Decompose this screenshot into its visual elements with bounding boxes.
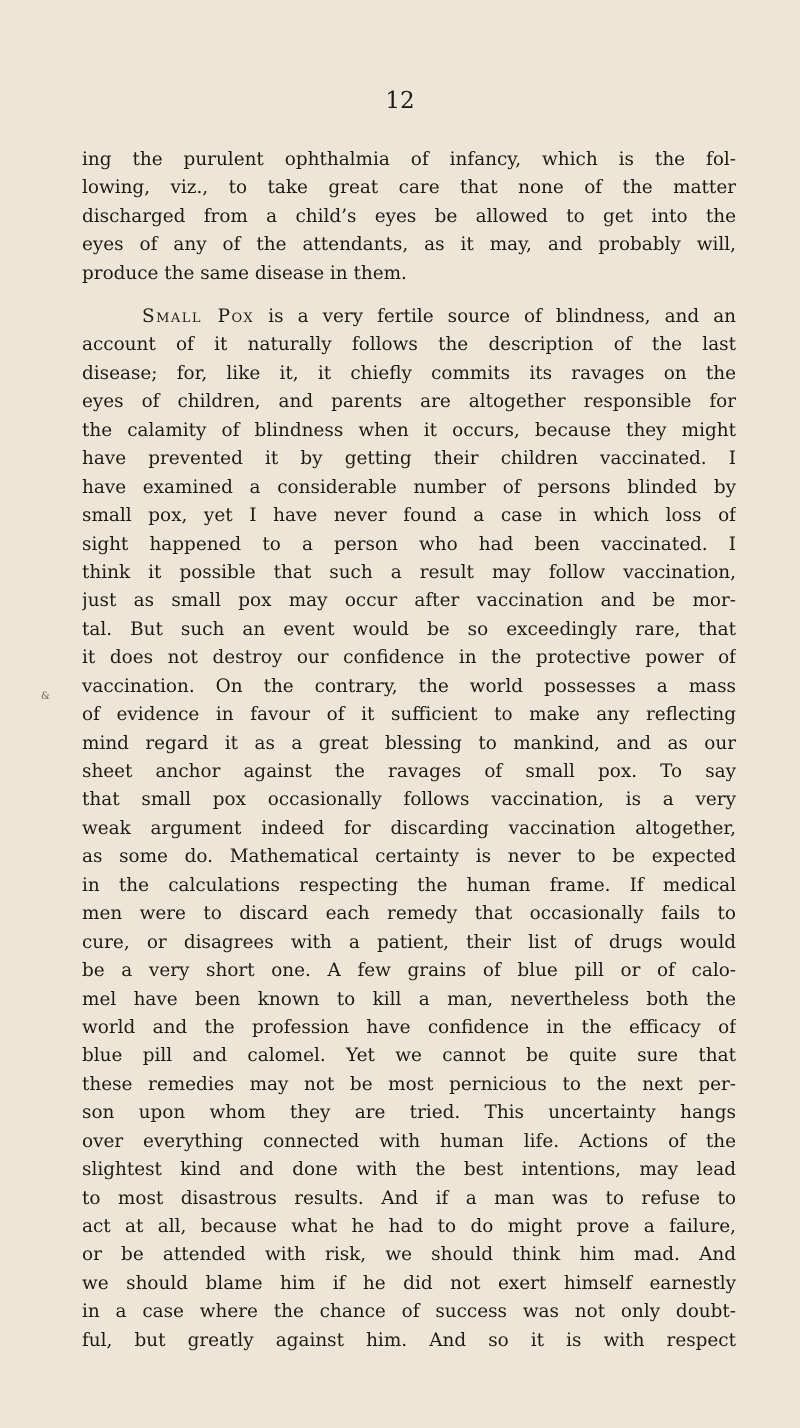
text-line: eyes of any of the attendants, as it may, and probably will,: [82, 234, 736, 256]
text-line: just as small pox may occur after vaccination and be mor-: [82, 590, 736, 612]
text-line: produce the same disease in them.: [82, 262, 407, 284]
text-line: weak argument indeed for discarding vaccination altogether,: [82, 817, 736, 839]
text-line-rest: is a very fertile source of blindness, and an: [254, 306, 736, 327]
text-line: ing the purulent ophthalmia of infancy, which is the fol-: [82, 149, 736, 170]
text-line: sight happened to a person who had been vaccinated. I: [82, 533, 736, 555]
text-line: have examined a considerable number of persons blinded by: [82, 476, 736, 498]
text-line: it does not destroy our confidence in the protective power of: [82, 647, 736, 669]
text-line: disease; for, like it, it chiefly commits its ravages on the: [82, 362, 736, 384]
text-line: in a case where the chance of success was not only doubt-: [82, 1301, 736, 1323]
text-line: or be attended with risk, we should think him mad. And: [82, 1244, 736, 1266]
text-line: sheet anchor against the ravages of small pox. To say: [82, 761, 736, 782]
text-line: world and the profession have confidence in the efficacy of: [82, 1016, 736, 1038]
text-line: ful, but greatly against him. And so it is with respect: [82, 1329, 736, 1351]
text-line: eyes of children, and parents are altogether responsible for: [82, 391, 736, 413]
stray-ink-mark: &: [41, 691, 50, 702]
text-line: men were to discard each remedy that occasionally fails to: [82, 903, 736, 925]
text-line: to most disastrous results. And if a man was to refuse to: [82, 1187, 736, 1209]
page-number: 12: [385, 88, 415, 114]
text-line: discharged from a child’s eyes be allowed to get into the: [82, 205, 736, 227]
text-line: vaccination. On the contrary, the world possesses a mass: [82, 675, 736, 697]
text-line: in the calculations respecting the human frame. If medical: [82, 874, 736, 896]
text-line: think it possible that such a result may follow vaccination,: [82, 561, 736, 583]
text-line: over everything connected with human life. Actions of the: [82, 1130, 736, 1152]
text-line: mind regard it as a great blessing to mankind, and as our: [82, 732, 736, 754]
section-lead-in: Small Pox: [142, 306, 255, 327]
text-line: we should blame him if he did not exert himself earnestly: [82, 1272, 736, 1294]
text-line: tal. But such an event would be so exceedingly rare, that: [82, 618, 736, 640]
text-line: mel have been known to kill a man, nevertheless both the: [82, 988, 736, 1010]
paragraph-ophthalmia-conclusion: [82, 146, 736, 288]
text-line: have prevented it by getting their children vaccinated. I: [82, 448, 736, 470]
text-line-first: [82, 303, 736, 331]
text-line: son upon whom they are tried. This uncertainty hangs: [82, 1102, 736, 1124]
text-line: blue pill and calomel. Yet we cannot be quite sure that: [82, 1045, 736, 1067]
text-line: that small pox occasionally follows vaccination, is a very: [82, 789, 736, 811]
text-line: slightest kind and done with the best intentions, may lead: [82, 1159, 736, 1181]
text-line: these remedies may not be most pernicious to the next per-: [82, 1073, 736, 1095]
text-line: be a very short one. A few grains of blue pill or of calo-: [82, 960, 736, 982]
text-line: account of it naturally follows the description of the last: [82, 334, 736, 356]
text-line: small pox, yet I have never found a case in which loss of: [82, 505, 736, 527]
paragraph-small-pox: [82, 303, 736, 1355]
text-line: cure, or disagrees with a patient, their list of drugs would: [82, 931, 736, 953]
text-line: act at all, because what he had to do might prove a failure,: [82, 1216, 736, 1237]
text-line: the calamity of blindness when it occurs, because they might: [82, 419, 736, 441]
text-line: of evidence in favour of it sufficient to make any reflecting: [82, 704, 736, 726]
text-line: as some do. Mathematical certainty is never to be expected: [82, 846, 736, 868]
text-line: lowing, viz., to take great care that none of the matter: [82, 177, 736, 199]
